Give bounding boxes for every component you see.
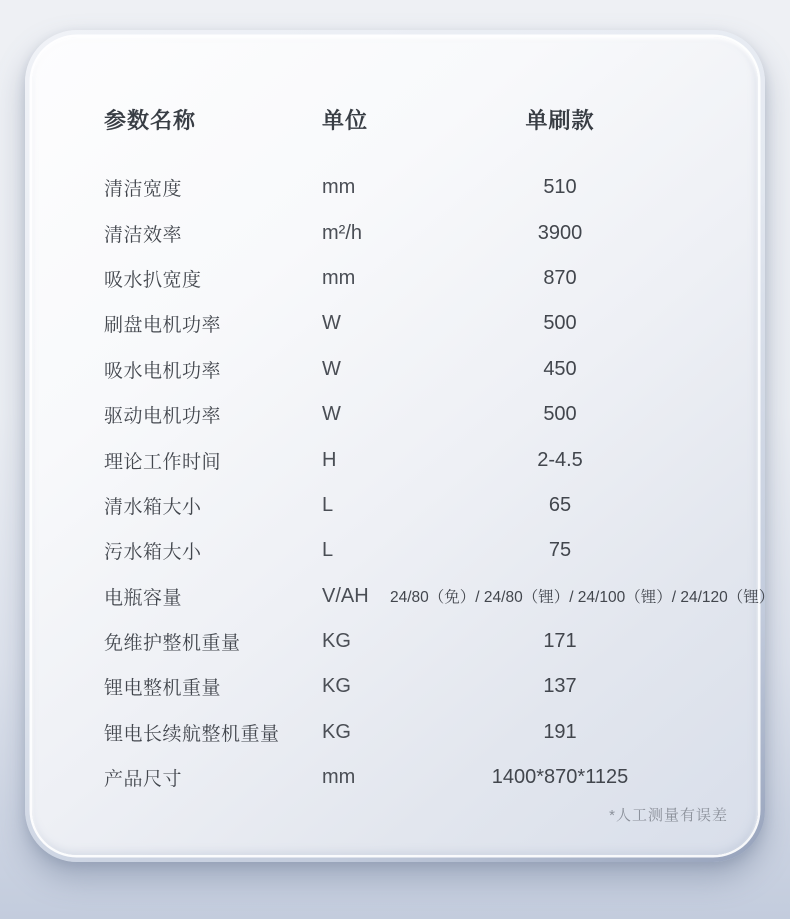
value-cell: 75 [548,539,572,562]
unit-cell: KG [322,720,351,743]
value-cell: 500 [543,403,577,426]
param-name-cell: 清水箱大小 [104,496,202,518]
unit-cell: W [322,357,341,380]
table-row [104,710,730,755]
value-cell: 137 [543,675,577,698]
unit-cell: L [322,539,334,562]
param-name-cell: 污水箱大小 [104,542,202,564]
column-header-model: 单刷款 [525,107,595,133]
table-row [104,528,730,573]
unit-cell: V/AH [322,584,369,607]
unit-cell: mm [322,266,356,289]
value-cell: 3900 [537,221,583,244]
table-header-row [104,97,730,141]
value-cell: 500 [543,312,577,335]
param-name-cell: 吸水电机功率 [104,360,222,382]
table-row [104,574,775,619]
value-cell: 171 [543,630,577,653]
table-row [104,301,730,346]
column-header-unit: 单位 [322,107,369,133]
unit-cell: W [322,403,341,426]
value-cell: 24/80（免）/ 24/80（锂）/ 24/100（锂）/ 24/120（锂） [390,589,775,607]
param-name-cell: 产品尺寸 [104,769,183,791]
measurement-disclaimer: *人工测量有误差 [609,807,728,824]
table-row [104,210,730,255]
table-row [104,619,730,664]
table-row [104,256,730,301]
param-name-cell: 电瓶容量 [104,587,183,609]
table-row [104,347,730,392]
unit-cell: KG [322,630,351,653]
value-cell: 450 [543,357,577,380]
unit-cell: KG [322,675,351,698]
unit-cell: mm [322,176,356,199]
value-cell: 870 [543,266,577,289]
unit-cell: W [322,312,341,335]
table-row [104,392,730,437]
value-cell: 191 [543,720,577,743]
table-row [104,165,730,210]
param-name-cell: 清洁宽度 [104,179,183,201]
column-header-parameter: 参数名称 [104,107,197,133]
param-name-cell: 清洁效率 [104,224,183,246]
table-row [104,755,730,800]
value-cell: 65 [548,493,572,516]
param-name-cell: 锂电长续航整机重量 [104,723,280,745]
value-cell: 2-4.5 [537,448,583,471]
unit-cell: L [322,493,334,516]
value-cell: 510 [543,176,577,199]
spec-table [104,97,775,800]
spec-card [32,37,775,855]
value-cell: 1400*870*1125 [491,766,629,789]
table-row [104,437,730,482]
spec-rows [104,165,775,800]
table-row [104,664,730,709]
glass-card-rim [25,30,775,862]
unit-cell: m²/h [322,221,362,244]
unit-cell: mm [322,766,356,789]
param-name-cell: 免维护整机重量 [104,633,241,655]
unit-cell: H [322,448,337,471]
table-row [104,483,730,528]
param-name-cell: 吸水扒宽度 [104,269,202,291]
param-name-cell: 锂电整机重量 [104,678,222,700]
param-name-cell: 驱动电机功率 [104,406,222,428]
param-name-cell: 刷盘电机功率 [104,315,222,337]
param-name-cell: 理论工作时间 [104,451,222,473]
